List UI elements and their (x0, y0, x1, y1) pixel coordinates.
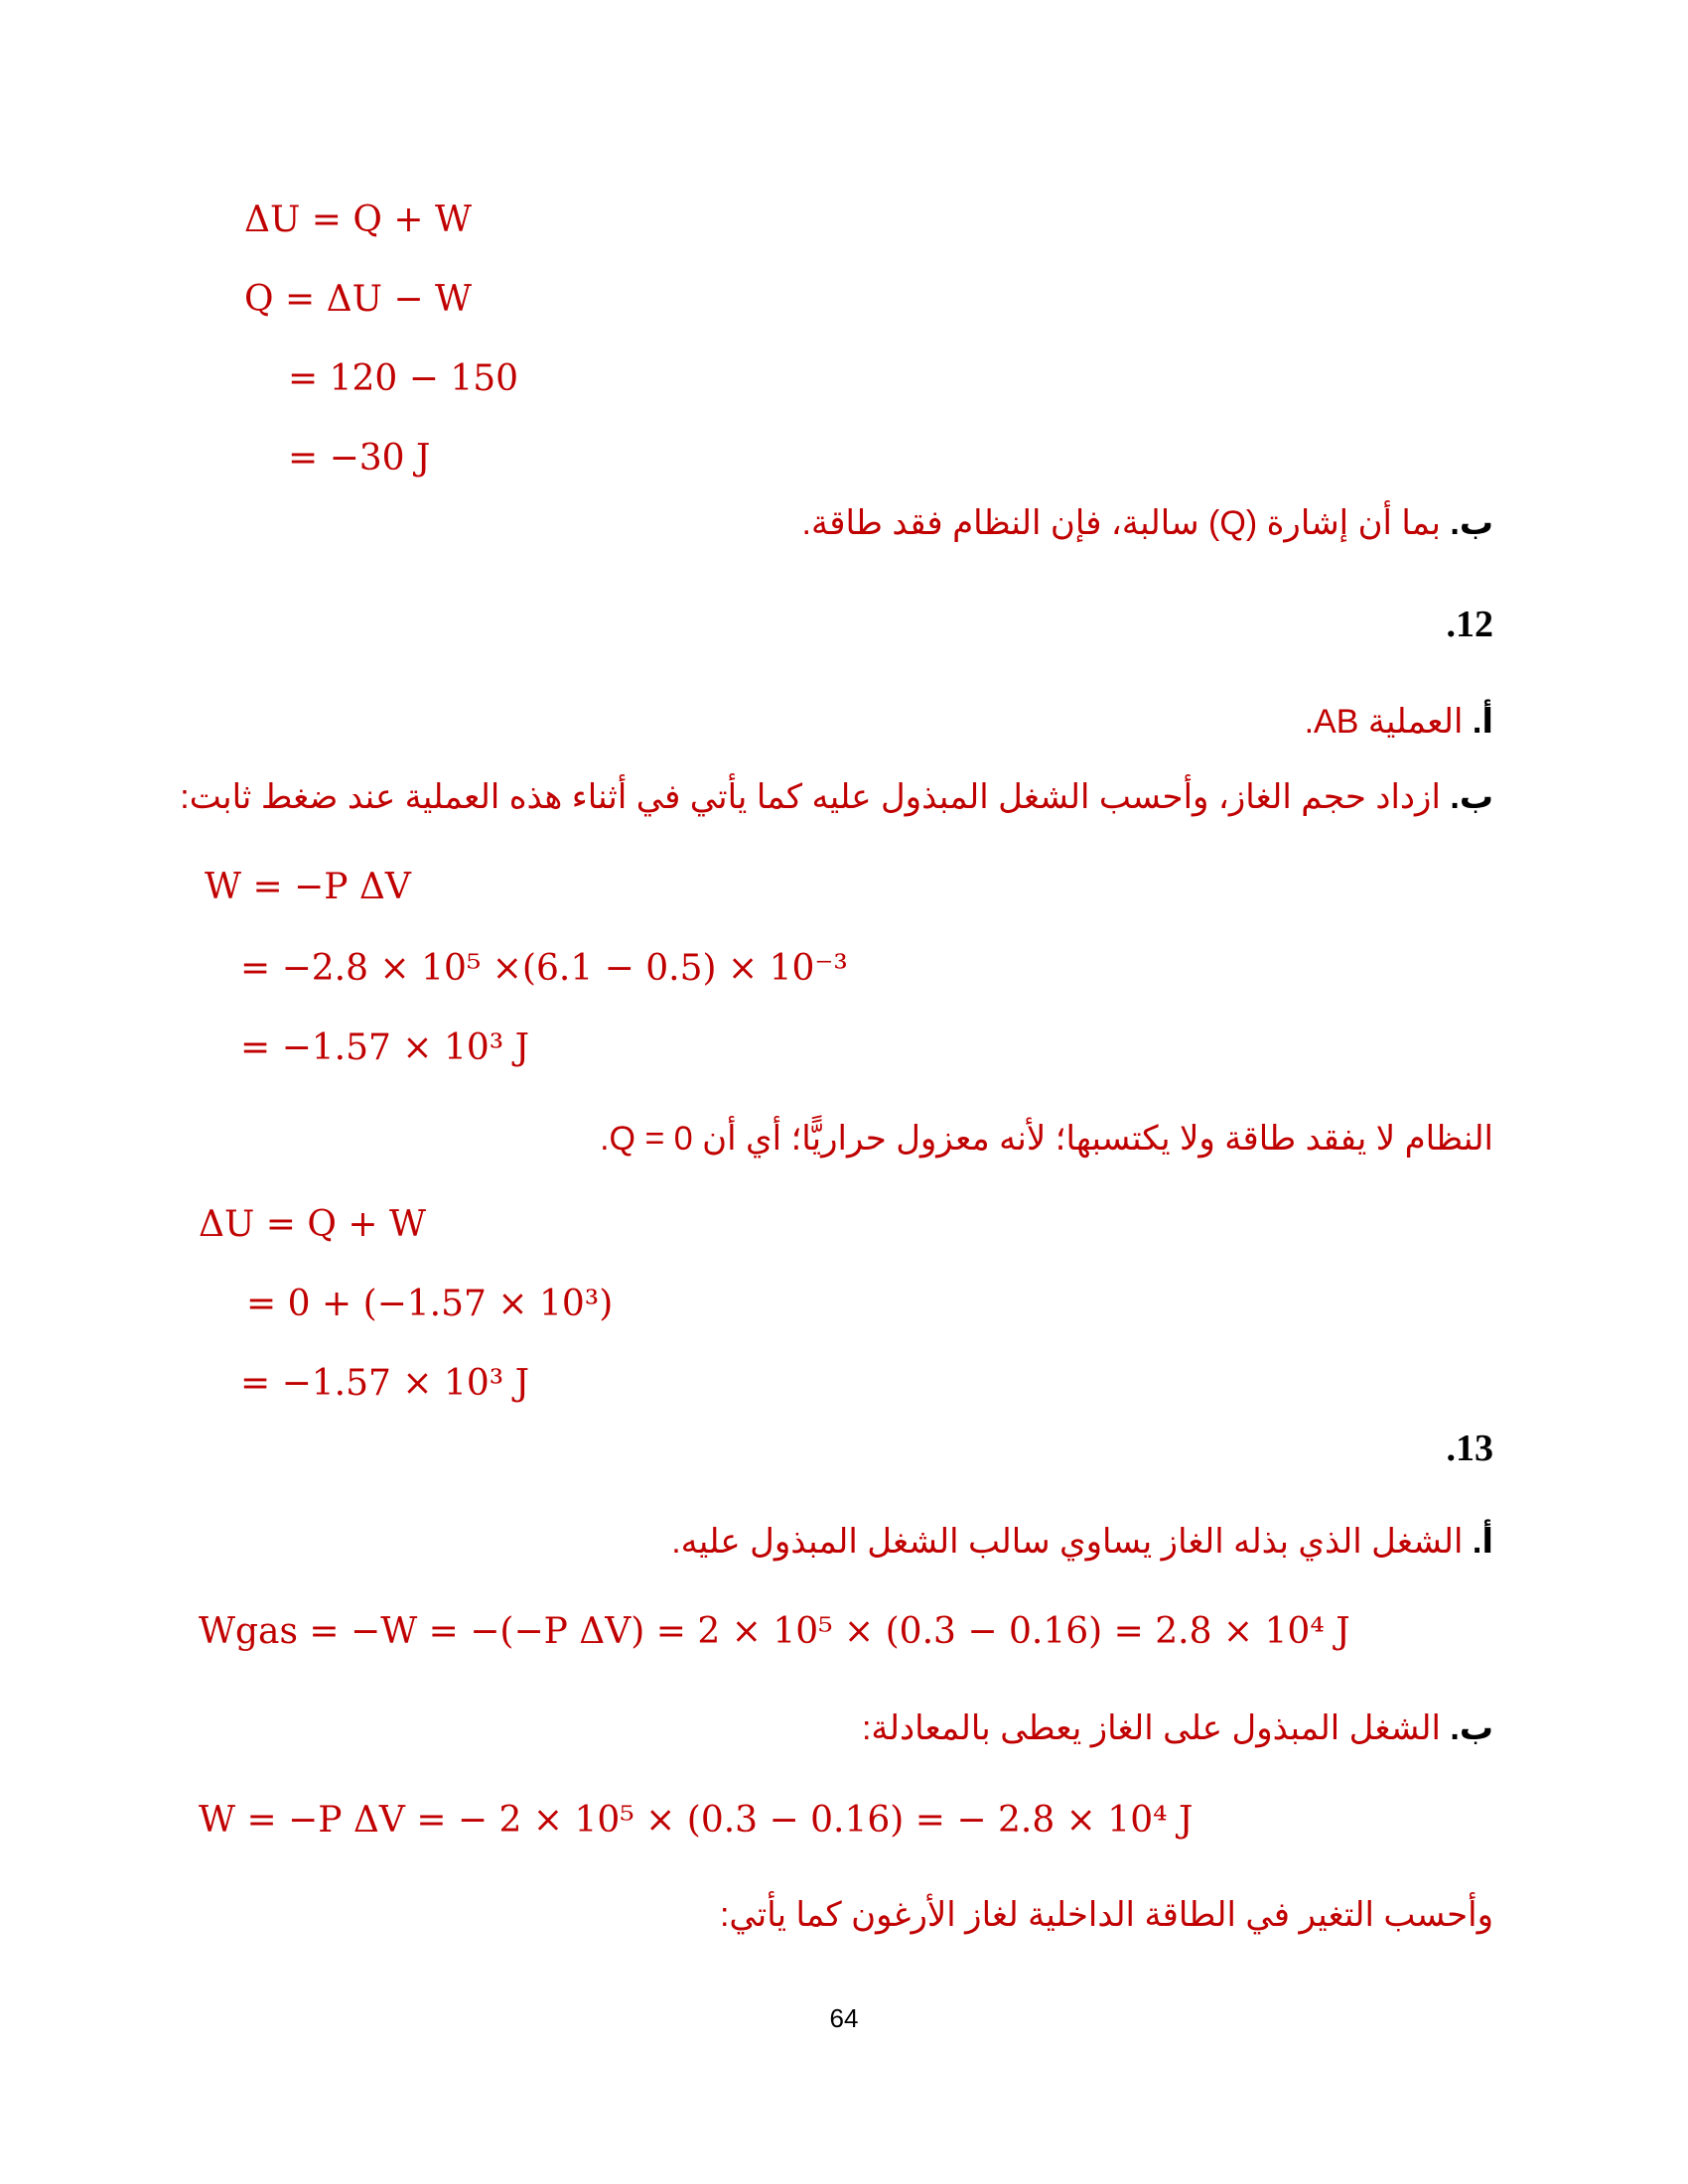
equation-q-result: = −30 J (288, 438, 431, 478)
equation-work-result: = −1.57 × 10³ J (240, 1027, 530, 1068)
answer-13-b: ب. الشغل المبذول على الغاز يعطى بالمعادلة: (861, 1709, 1493, 1747)
answer-13-a: أ. الشغل الذي بذله الغاز يساوي سالب الشغل المبذول عليه. (671, 1523, 1493, 1561)
answer-b-energy-loss: ب. بما أن إشارة (Q) سالبة، فإن النظام فقد طاقة. (801, 504, 1493, 542)
text-internal-energy-intro: وأحسب التغير في الطاقة الداخلية لغاز الأرغون كما يأتي: (719, 1896, 1493, 1934)
equation-du: ΔU = Q + W (199, 1204, 426, 1245)
question-number-12: .12 (1446, 604, 1493, 645)
equation-work-calc: = −2.8 × 10⁵ ×(6.1 − 0.5) × 10⁻³ (240, 948, 848, 989)
equation-q-rearranged: Q = ΔU − W (244, 279, 472, 320)
note-adiabatic: النظام لا يفقد طاقة ولا يكتسبها؛ لأنه معزول حراريًّا؛ أي أن Q = 0. (600, 1120, 1493, 1158)
question-number-13: .13 (1446, 1428, 1493, 1469)
equation-du-result: = −1.57 × 10³ J (240, 1363, 530, 1404)
answer-12-b: ب. ازداد حجم الغاز، وأحسب الشغل المبذول عليه كما يأتي في أثناء هذه العملية عند ضغط ثابت: (180, 778, 1493, 816)
answer-12-a: أ. العملية AB. (1304, 703, 1493, 741)
equation-q-substitution: = 120 − 150 (288, 358, 519, 399)
page-number: 64 (829, 2003, 859, 2033)
equation-first-law: ΔU = Q + W (244, 200, 472, 240)
equation-work: W = −P ΔV (205, 867, 411, 907)
equation-gas-work: Wgas = −W = −(−P ΔV) = 2 × 10⁵ × (0.3 − 0.16) = 2.8 × 10⁴ J (199, 1611, 1350, 1652)
equation-work-on-gas: W = −P ΔV = − 2 × 10⁵ × (0.3 − 0.16) = − 2.8 × 10⁴ J (199, 1800, 1194, 1841)
equation-du-calc: = 0 + (−1.57 × 10³) (246, 1284, 614, 1324)
